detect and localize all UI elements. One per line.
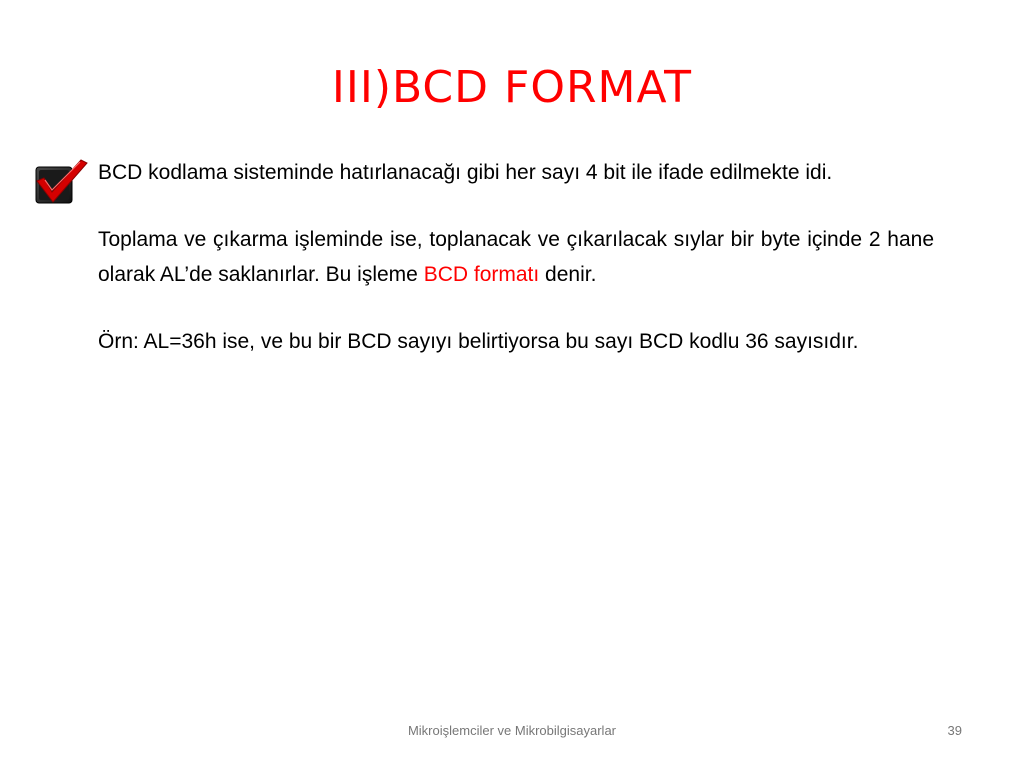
- checkmark-checkbox-icon: [33, 157, 89, 209]
- slide-title: III)BCD FORMAT: [331, 62, 693, 113]
- paragraph-example: Örn: AL=36h ise, ve bu bir BCD sayıyı belirtiyorsa bu sayı BCD kodlu 36 sayısıdır.: [98, 330, 859, 353]
- footer-text: Mikroişlemciler ve Mikrobilgisayarlar: [407, 723, 617, 738]
- paragraph-text: Toplama ve çıkarma işleminde ise, toplanacak ve çıkarılacak sıylar bir byte içinde 2 hane olarak AL’de saklanırlar. Bu işleme: [98, 228, 934, 286]
- slide-body: [98, 155, 934, 391]
- paragraph-bcd-definition: BCD kodlama sisteminde hatırlanacağı gibi her sayı 4 bit ile ifade edilmekte idi.: [98, 161, 833, 184]
- paragraph-bcd-format: [98, 222, 934, 292]
- paragraph-text: denir.: [539, 263, 597, 286]
- page-number: 39: [947, 723, 962, 738]
- highlighted-term: BCD formatı: [423, 263, 540, 286]
